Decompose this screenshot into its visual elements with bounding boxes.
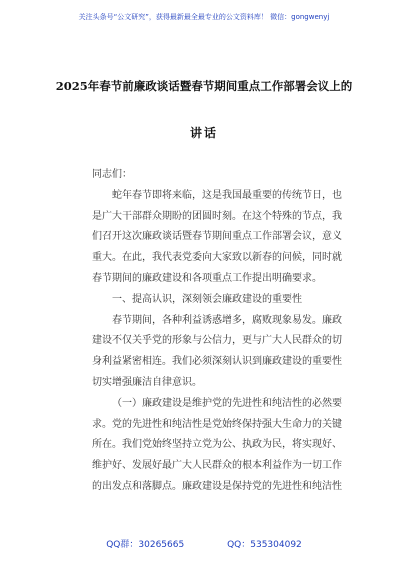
top-banner: 关注头条号“公文研究”，获得最新最全最专业的公文资料库！ 微信：gongwenyj	[78, 13, 330, 21]
body-line: 春节期间的廉政建设和各项重点工作提出明确要求。	[92, 272, 322, 284]
body-line: 们召开这次廉政谈话暨春节期间重点工作部署会议，意义	[92, 231, 342, 243]
footer-contacts	[0, 537, 408, 550]
body-line: 重大。在此，我代表党委向大家致以新春的问候，同时就	[92, 252, 342, 264]
body-line: 是广大干部群众期盼的团圆时刻。在这个特殊的节点，我	[92, 210, 342, 222]
body-line: 所在。我们党始终坚持立党为公、执政为民，将实现好、	[92, 439, 342, 451]
section-heading: 一、提高认识，深刻领会廉政建设的重要性	[112, 293, 302, 305]
document-title: 2025年春节前廉政谈话暨春节期间重点工作部署会议上的	[55, 79, 353, 93]
document-body	[92, 165, 342, 498]
body-line: 切实增强廉洁自律意识。	[92, 376, 202, 388]
body-line: 建设不仅关乎党的形象与公信力，更与广大人民群众的切	[92, 335, 342, 347]
document-subtitle: 讲话	[189, 126, 218, 140]
salutation: 同志们：	[92, 169, 132, 180]
subsection-heading: （一）廉政建设是维护党的先进性和纯洁性的必然要	[112, 397, 342, 409]
body-line: 维护好、发展好最广大人民群众的根本利益作为一切工作	[92, 460, 342, 472]
body-line: 的出发点和落脚点。廉政建设是保持党的先进性和纯洁性	[92, 480, 342, 492]
body-line: 求。党的先进性和纯洁性是党始终保持强大生命力的关键	[92, 418, 342, 430]
qq-group-link[interactable]: QQ群：30265665	[106, 540, 185, 550]
qq-contact-link[interactable]: QQ：535304092	[227, 540, 302, 550]
body-line: 春节期间，各种利益诱惑增多，腐败现象易发。廉政	[112, 314, 342, 326]
body-line: 身利益紧密相连。我们必须深刻认识到廉政建设的重要性	[92, 356, 342, 368]
body-line: 蛇年春节即将来临，这是我国最重要的传统节日，也	[112, 189, 342, 201]
